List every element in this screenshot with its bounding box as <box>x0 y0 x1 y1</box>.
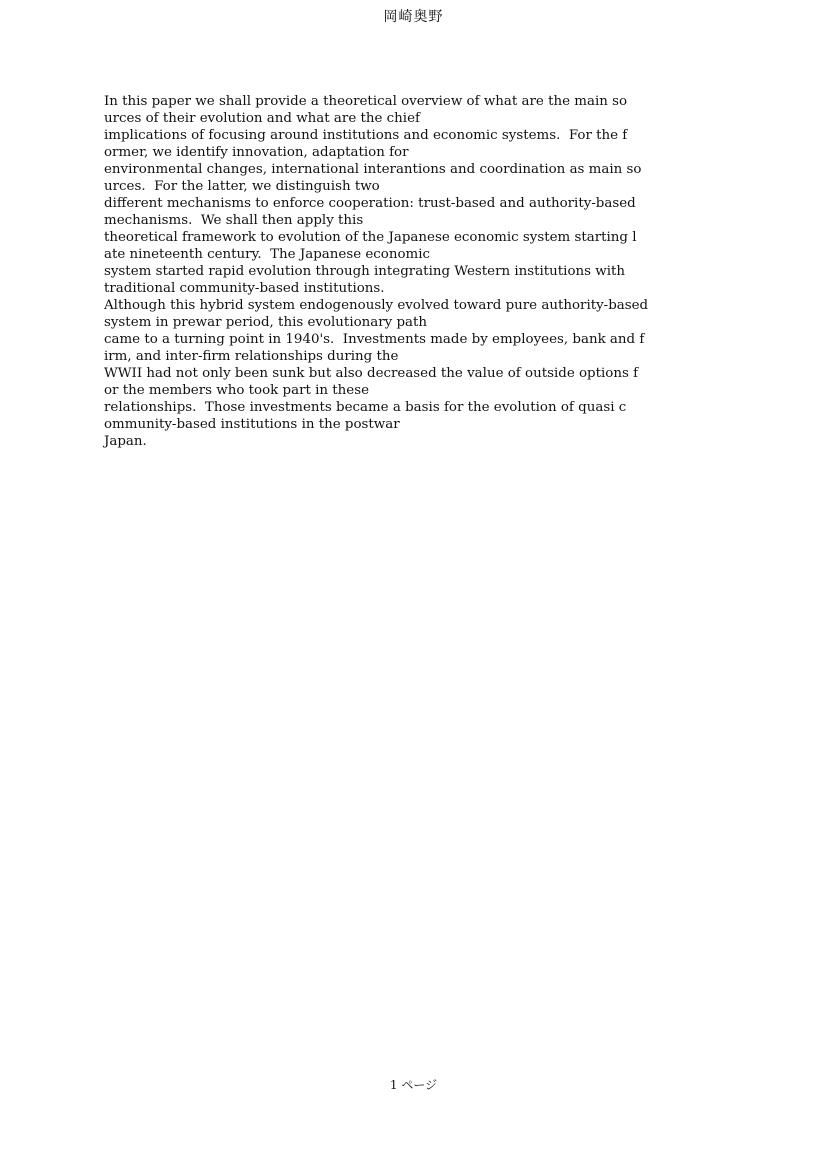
page-header <box>0 8 827 26</box>
text-line: ate nineteenth century. The Japanese economic <box>104 247 431 262</box>
text-line: urces. For the latter, we distinguish two <box>104 179 380 194</box>
text-line: WWII had not only been sunk but also decreased the value of outside options f <box>104 366 639 381</box>
text-line: system started rapid evolution through integrating Western institutions with <box>104 264 626 279</box>
text-line: urces of their evolution and what are the chief <box>104 111 420 126</box>
abstract-text-block <box>104 93 764 450</box>
text-line: In this paper we shall provide a theoretical overview of what are the main so <box>104 94 628 109</box>
text-line: theoretical framework to evolution of the Japanese economic system starting l <box>104 230 637 245</box>
text-line: mechanisms. We shall then apply this <box>104 213 364 228</box>
page-number: 1 ページ <box>389 1078 438 1092</box>
text-line: Although this hybrid system endogenously evolved toward pure authority-based <box>104 298 649 313</box>
text-line: ommunity-based institutions in the postwar <box>104 417 400 432</box>
text-line: irm, and inter-firm relationships during the <box>104 349 399 364</box>
text-line: implications of focusing around institutions and economic systems. For the f <box>104 128 628 143</box>
text-line: relationships. Those investments became a basis for the evolution of quasi c <box>104 400 627 415</box>
text-line: system in prewar period, this evolutionary path <box>104 315 428 330</box>
text-line: different mechanisms to enforce cooperation: trust-based and authority-based <box>104 196 636 211</box>
header-author-name: 岡崎奥野 <box>383 9 444 25</box>
text-line: came to a turning point in 1940's. Investments made by employees, bank and f <box>104 332 645 347</box>
text-line: ormer, we identify innovation, adaptation for <box>104 145 409 160</box>
text-line: traditional community-based institutions. <box>104 281 385 296</box>
text-line: environmental changes, international interantions and coordination as main so <box>104 162 642 177</box>
page-footer <box>0 1077 827 1093</box>
text-line: or the members who took part in these <box>104 383 370 398</box>
text-line: Japan. <box>104 434 147 449</box>
